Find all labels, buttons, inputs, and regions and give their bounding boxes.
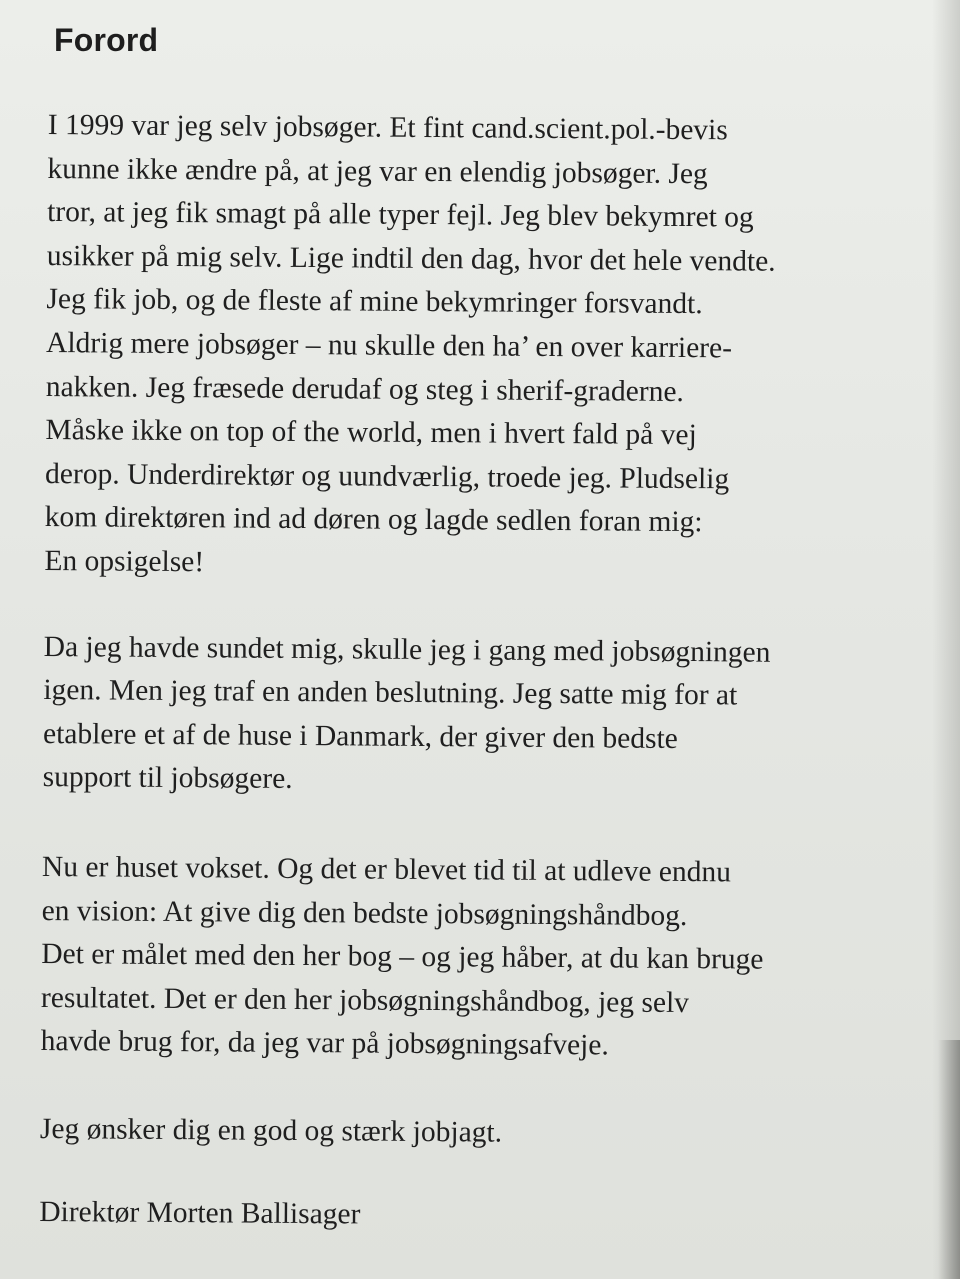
text-line: kunne ikke ændre på, at jeg var en elendig jobsøger. Jeg <box>47 152 708 190</box>
text-line: Måske ikke on top of the world, men i hvert fald på vej <box>45 414 697 452</box>
signature-line: Direktør Morten Ballisager <box>39 1196 361 1231</box>
text-line: kom direktøren ind ad døren og lagde sedlen foran mig: <box>44 501 703 539</box>
text-line: En opsigelse! <box>44 544 205 579</box>
paragraph-4 <box>40 1108 940 1159</box>
text-line: resultatet. Det er den her jobsøgningshåndbog, jeg selv <box>40 981 690 1019</box>
text-line: I 1999 var jeg selv jobsøger. Et fint cand.scient.pol.-bevis <box>47 108 728 147</box>
paragraph-3 <box>40 846 942 1071</box>
text-line: derop. Underdirektør og uundværlig, troede jeg. Pludselig <box>44 457 730 496</box>
text-line: en vision: At give dig den bedste jobsøgningshåndbog. <box>41 894 688 932</box>
page-heading: Forord <box>54 22 159 58</box>
signature <box>39 1191 939 1242</box>
text-line: Jeg fik job, og de fleste af mine bekymringer forsvandt. <box>46 283 703 321</box>
page-edge-shadow-bottom <box>938 1040 960 1279</box>
text-line: tror, at jeg fik smagt på alle typer fejl. Jeg blev bekymret og <box>47 196 754 234</box>
foreword-body <box>39 104 948 1242</box>
text-line: igen. Men jeg traf en anden beslutning. Jeg satte mig for at <box>43 674 738 712</box>
paragraph-1 <box>44 104 948 591</box>
text-line: etablere et af de huse i Danmark, der giver den bedste <box>42 717 678 755</box>
text-line: Nu er huset vokset. Og det er blevet tid til at udleve endnu <box>41 850 732 889</box>
text-line: Da jeg havde sundet mig, skulle jeg i gang med jobsøgningen <box>43 630 771 669</box>
text-line: usikker på mig selv. Lige indtil den dag, hvor det hele vendte. <box>46 239 776 278</box>
text-line: Aldrig mere jobsøger – nu skulle den ha’ en over karriere- <box>45 326 733 365</box>
paragraph-2 <box>43 626 944 807</box>
text-line: Jeg ønsker dig en god og stærk jobjagt. <box>39 1112 503 1149</box>
text-line: support til jobsøgere. <box>42 761 293 796</box>
text-line: Det er målet med den her bog – og jeg håber, at du kan bruge <box>41 938 764 976</box>
text-line: havde brug for, da jeg var på jobsøgningsafveje. <box>40 1025 609 1062</box>
text-line: nakken. Jeg fræsede derudaf og steg i sherif-graderne. <box>45 370 684 408</box>
